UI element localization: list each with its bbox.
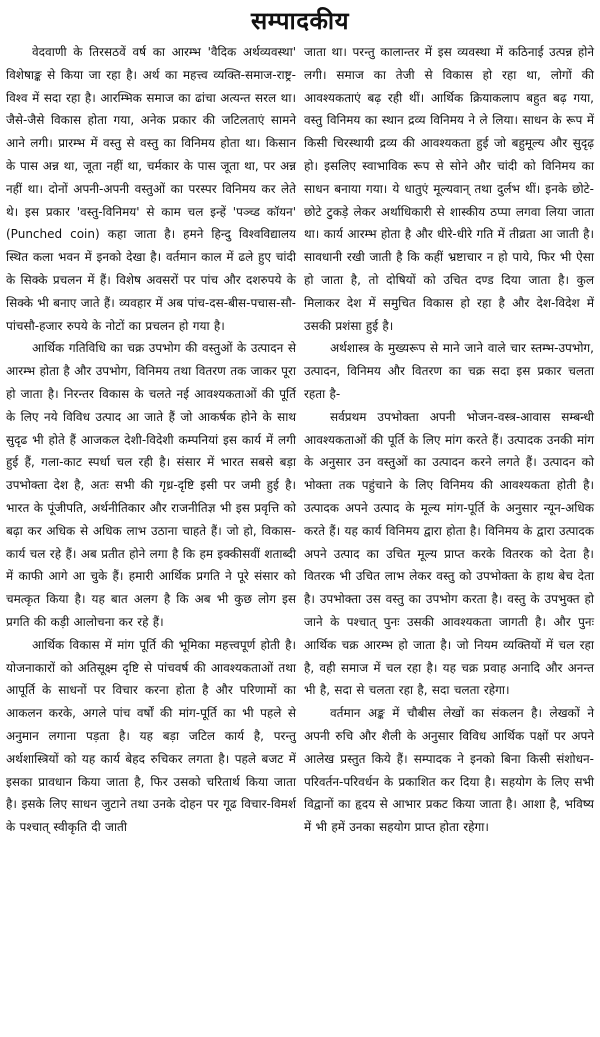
paragraph: वेदवाणी के तिरसठवें वर्ष का आरम्भ 'वैदिक अर्थव्यवस्था' विशेषाङ्क से किया जा रहा है। अर्थ का महत्त्व व्यक्ति-समाज-राष्ट्र-विश्व में सदा रहा है। आरम्भिक समाज का ढांचा अत्यन्त सरल था। जैसे-जैसे विकास होता गया, अनेक प्रकार की जटिलताएं सामने आने लगी। प्रारम्भ में वस्तु से वस्तु का विनिमय होता था। किसान के पास अन्न था, जूता नहीं था, चर्मकार के पास जूता था, पर अन्न नहीं था। दोनों अपनी-अपनी वस्तुओं का परस्पर विनिमय कर लेते थे। इस प्रकार 'वस्तु-विनिमय' से काम चल इन्हें 'पञ्च्ड कॉयन' (Punched coin) कहा जाता है। हमने हिन्दु विश्वविद्यालय स्थित कला भवन में इनको देखा है। वर्तमान काल में ढले हुए चांदी के सिक्के प्रचलन में हैं। विशेष अवसरों पर पांच और दशरुपये के सिक्के भी बनाए जाते हैं। व्यवहार में अब पांच-दस-बीस-पचास-सौ-पांचसौ-हजार रुपये के नोटों का प्रचलन हो गया है। bbox=[6, 45, 297, 333]
paragraph: सर्वप्रथम उपभोक्ता अपनी भोजन-वस्त्र-आवास सम्बन्धी आवश्यकताओं की पूर्ति के लिए मांग करते हैं। उत्पादक उनकी मांग के अनुसार उन वस्तुओं का उत्पादन करने लगते हैं। उत्पादन को भोक्ता तक पहुंचाने के लिए विनिमय की आवश्यकता होती है। उत्पादक अपने उत्पाद के मूल्य मांग-पूर्ति के अनुसार न्यून-अधिक करते हैं। यह कार्य विनिमय द्वारा होता है। विनिमय के द्वारा उत्पादक अपने उत्पाद का उचित मूल्य प्राप्त करके वितरक को देता है। वितरक भी उचित लाभ लेकर वस्तु को उपभोक्ता के हाथ बेच देता है। उपभोक्ता उस वस्तु का उपभोग करता है। वस्तु के उपभुक्त हो जाने के पश्चात् पुनः उसकी आवश्यकता जागती है। और पुनः आर्थिक चक्र आरम्भ हो जाता है। जो नियम व्यक्तियों में चल रहा है, वही समाज में चल रहा है। यह चक्र प्रवाह अनादि और अनन्त भी है, सदा से चलता रहा है, सदा चलता रहेगा। bbox=[304, 409, 594, 698]
paragraph: अर्थशास्त्र के मुख्यरूप से माने जाने वाले चार स्तम्भ-उपभोग, उत्पादन, विनिमय और वितरण का चक्र सदा इस प्रकार चलता रहता है- bbox=[304, 341, 594, 401]
left-column bbox=[6, 41, 296, 839]
page-title: सम्पादकीय bbox=[250, 7, 350, 35]
right-column bbox=[304, 41, 594, 839]
paragraph: आर्थिक विकास में मांग पूर्ति की भूमिका महत्त्वपूर्ण होती है। योजनाकारों को अतिसूक्ष्म दृष्टि से पांचवर्ष की आवश्यकताओं तथा आपूर्ति के साधनों पर विचार करना होता है और परिणामों का आकलन करके, अगले पांच वर्षों की मांग-पूर्ति का भी पहले से अनुमान लगाना पड़ता है। यह बड़ा जटिल कार्य है, परन्तु अर्थशास्त्रियों को यह कार्य बेहद रुचिकर लगता है। पहले बजट में इसका प्रावधान किया जाता है, फिर उसको चरितार्थ किया जाता है। इसके लिए साधन जुटाने तथा उनके दोहन पर गूढ विचार-विमर्श के पश्चात् स्वीकृति दी जाती bbox=[6, 637, 296, 835]
text-columns bbox=[6, 41, 594, 839]
paragraph: जाता था। परन्तु कालान्तर में इस व्यवस्था में कठिनाई उत्पन्न होने लगी। समाज का तेजी से विकास हो रहा था, लोगों की आवश्यकताएं बढ़ रही थीं। आर्थिक क्रियाकलाप बहुत बढ़ गया, वस्तु विनिमय का स्थान द्रव्य विनिमय ने ले लिया। साधन के रूप में किसी चिरस्थायी द्रव्य की आवश्यकता हुई जो बहुमूल्य और सुदृढ़ हो। इसलिए स्वाभाविक रूप से सोने और चांदी को विनिमय का साधन बनाया गया। ये धातुएं मूल्यवान् तथा दुर्लभ थीं। इनके छोटे-छोटे टुकड़े लेकर अर्थाधिकारी से शास्कीय ठप्पा लगवा लिया जाता था। कार्य आरम्भ होता है और धीरे-धीरे गति में तीव्रता आ जाती है। सावधानी रखी जाती है कि कहीं भ्रष्टाचार न हो पाये, फिर भी ऐसा हो जाता है, तो दोषियों को उचित दण्ड दिया जाता है। कुल मिलाकर देश में समुचित विकास हो रहा है और देश-विदेश में उसकी प्रशंसा हुई है। bbox=[304, 45, 594, 333]
paragraph: वर्तमान अङ्क में चौबीस लेखों का संकलन है। लेखकों ने अपनी रुचि और शैली के अनुसार विविध आर्थिक पक्षों पर अपने आलेख प्रस्तुत किये हैं। सम्पादक ने इनको बिना किसी संशोधन-परिवर्तन-परिवर्धन के प्रकाशित कर दिया है। सहयोग के लिए सभी विद्वानों का हृदय से आभार प्रकट किया जाता है। आशा है, भविष्य में भी हमें उनका सहयोग प्राप्त होता रहेगा। bbox=[304, 706, 594, 835]
paragraph: आर्थिक गतिविधि का चक्र उपभोग की वस्तुओं के उत्पादन से आरम्भ होता है और उपभोग, विनिमय तथा वितरण तक जाकर पूरा हो जाता है। निरन्तर विकास के चलते नई आवश्यकताओं की पूर्ति के लिए नये विविध उत्पाद आ जाते हैं जो आकर्षक होने के साथ सुदृढ भी होते हैं आजकल देशी-विदेशी कम्पनियां इस कार्य में लगी हुई हैं, गला-काट स्पर्धा चल रही है। संसार में भारत सबसे बड़ा उपभोक्ता देश है, अतः सभी की गृध्र-दृष्टि इसी पर जमी हुई है। भारत के पूंजीपति, अर्थनीतिकार और राजनीतिज्ञ भी इस प्रवृत्ति को बढ़ा कर अधिक से अधिक लाभ उठाना चाहते हैं। जो हो, विकास-कार्य चल रहे हैं। अब प्रतीत होने लगा है कि हम इक्कीसवीं शताब्दी में काफी आगे आ चुके हैं। हमारी आर्थिक प्रगति ने पूरे संसार को चमत्कृत किया है। यह बात अलग है कि अब भी कुछ लोग इस प्रगति की कड़ी आलोचना कर रहे हैं। bbox=[6, 341, 296, 629]
